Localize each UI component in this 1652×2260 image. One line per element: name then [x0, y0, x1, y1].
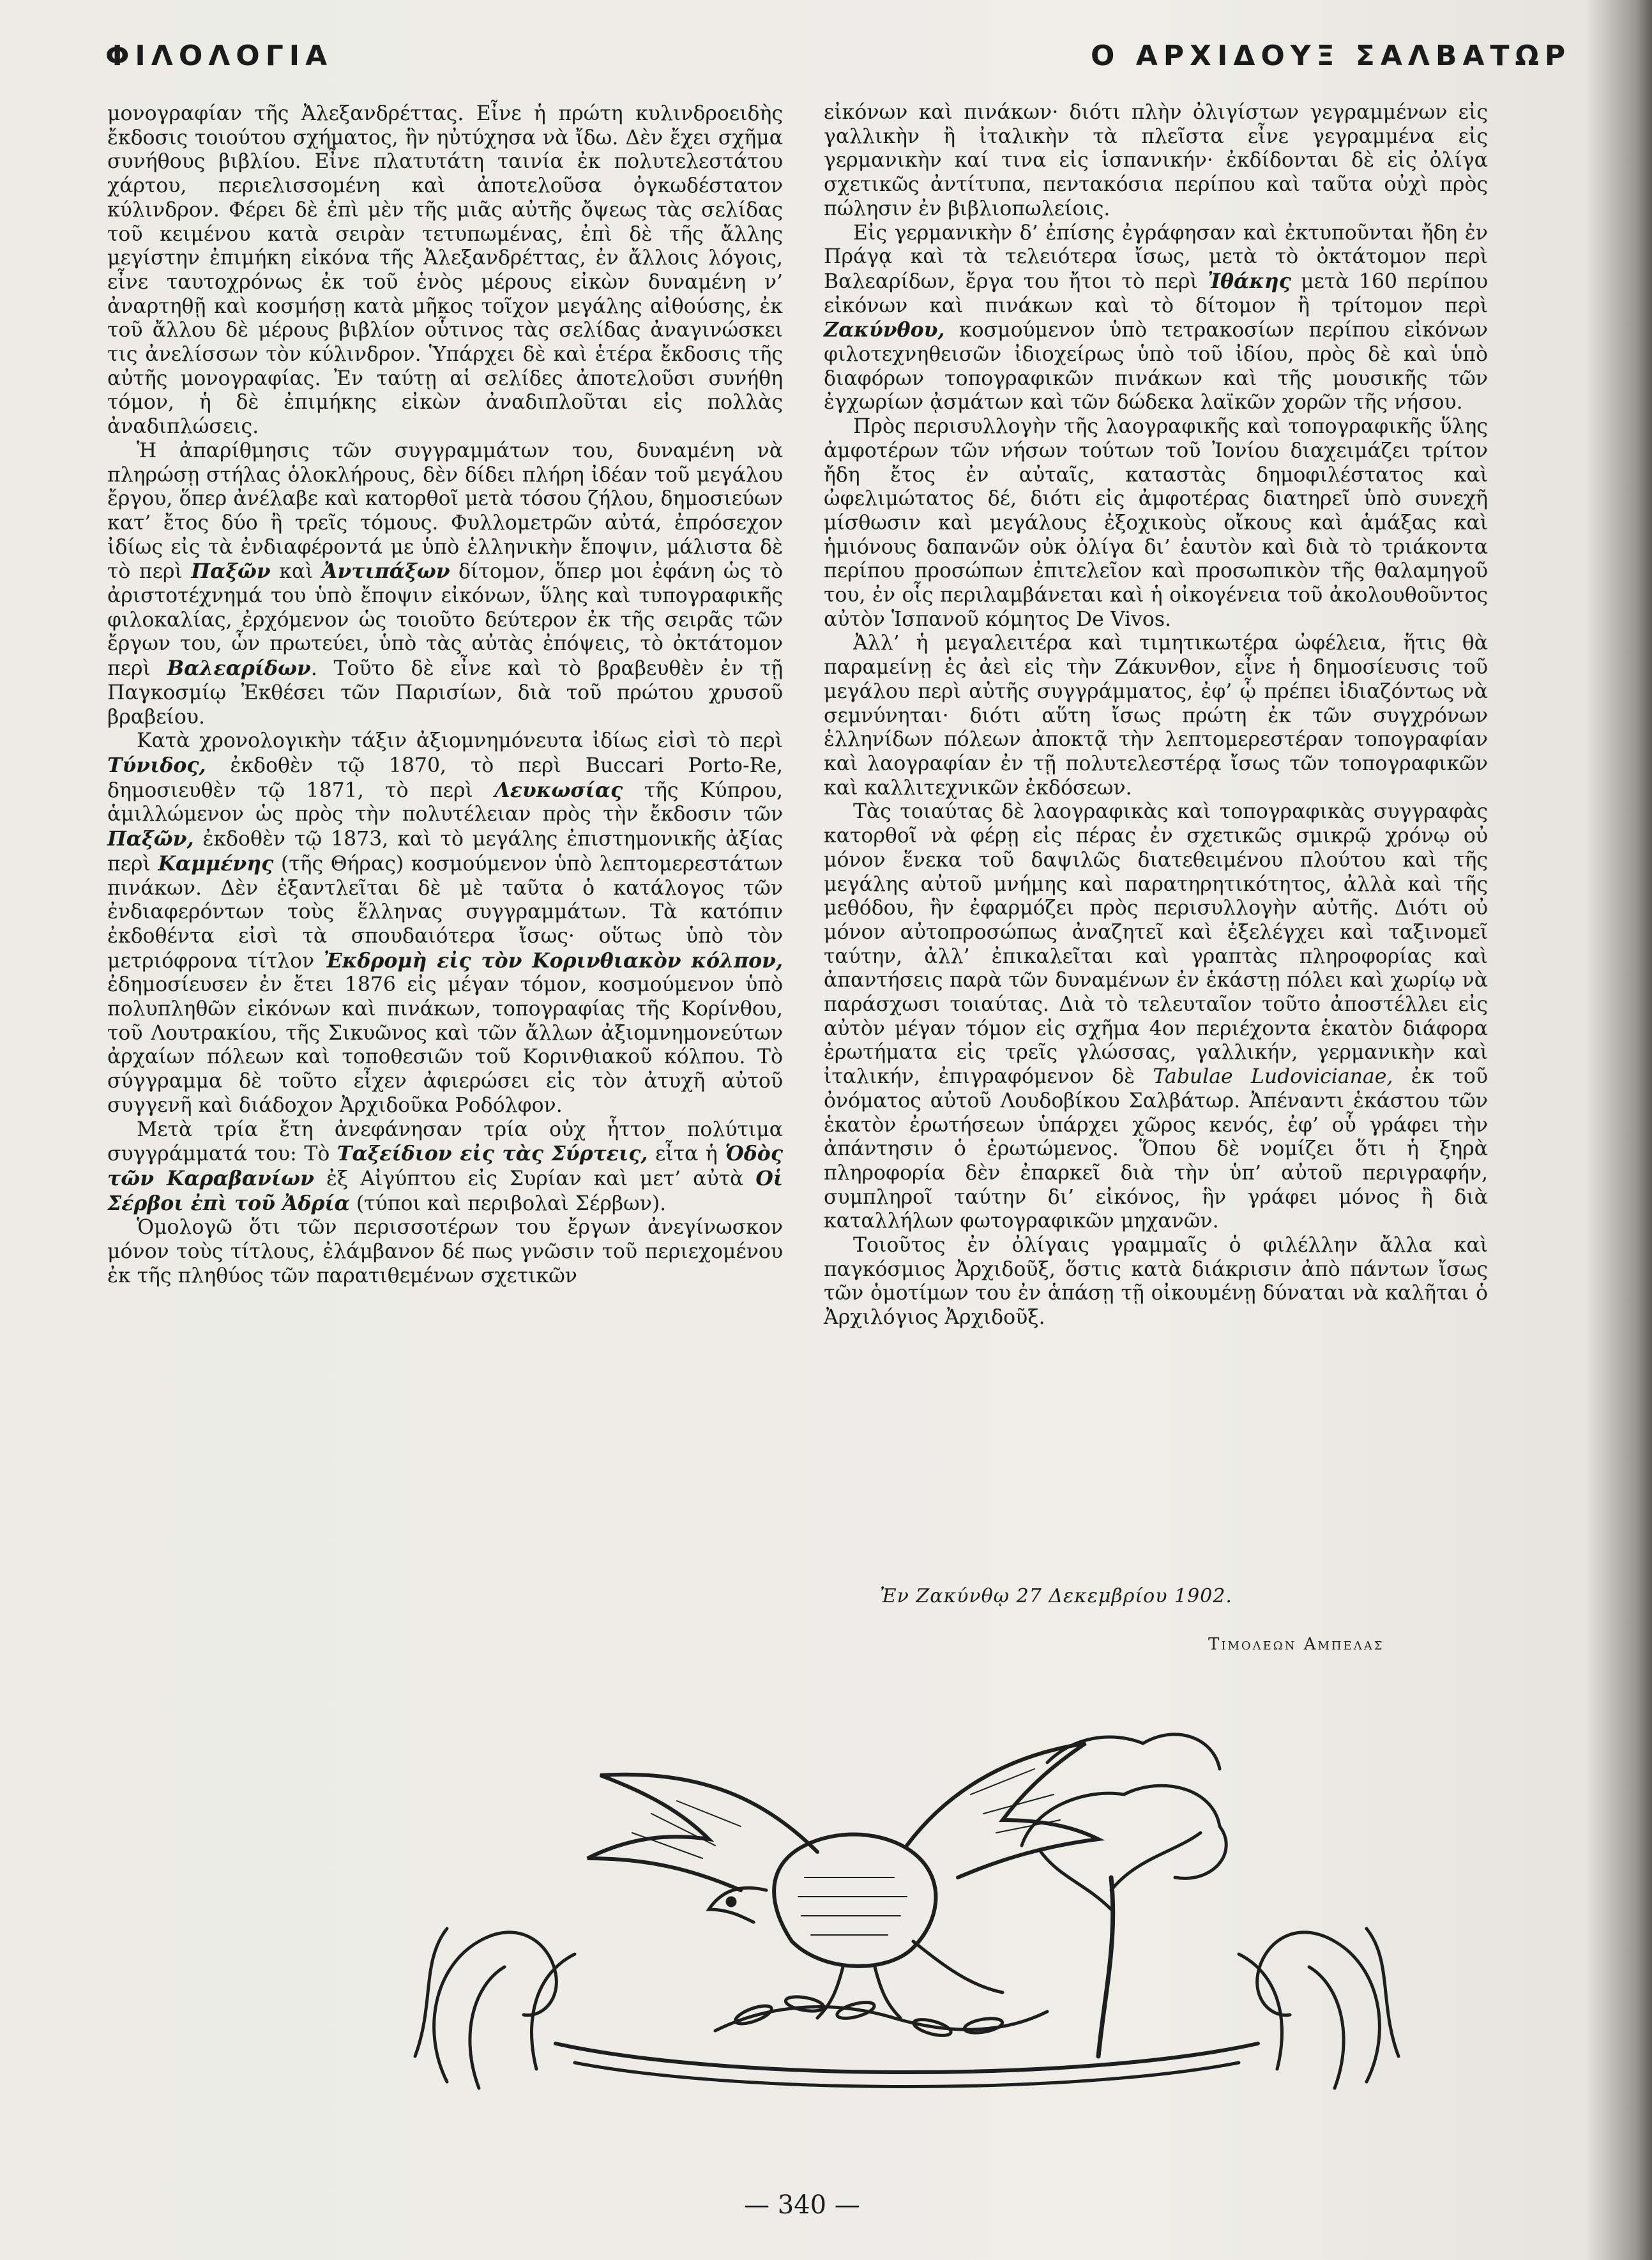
author-signature: Τιμολεων Αμπελας: [1208, 1635, 1384, 1654]
title-zakynthou: Ζακύνθου,: [824, 318, 945, 342]
title-taxeidion: Ταξείδιον εἰς τὰς Σύρτεις,: [337, 1142, 648, 1166]
paragraph: Κατὰ χρονολογικὴν τάξιν ἀξιομνημόνευτα ἰδίως εἰσὶ τὸ περὶ Τύνιδος, ἐκδοθὲν τῷ 1870, τὸ περὶ Buccari Porto-Re, δημοσιευθὲν τῷ 1871, τὸ περὶ Λευκωσίας τῆς Κύπρου, ἁμιλλώμενον ὡς πρὸς τὴν πολυτέλειαν πρὸς τὴν ἔκδοσιν τῶν Παξῶν, ἐκδοθὲν τῷ 1873, καὶ τὸ μεγάλης ἐπιστημονικῆς ἀξίας περὶ Καμμένης (τῆς Θήρας) κοσμούμενον ὑπὸ λεπτομερεστάτων πινάκων. Δὲν ἐξαντλεῖται δὲ μὲ ταῦτα ὁ κατάλογος τῶν ἐνδιαφερόντων τοὺς ἕλληνας συγγραμμάτων. Τὰ κατόπιν ἐκδοθέντα εἰσὶ τὰ σπουδαιότερα ἴσως· οὕτως ὑπὸ τὸν μετριόφρονα τίτλον Ἐκδρομὴ εἰς τὸν Κορινθιακὸν κόλπον, ἐδημοσίευσεν ἐν ἔτει 1876 εἰς μέγαν τόμον, κοσμούμενον ὑπὸ πολυπληθῶν εἰκόνων καὶ πινάκων, τοπογραφίας τῆς Κορίνθου, τοῦ Λουτρακίου, τῆς Σικυῶνος καὶ τῶν ἄλλων ἀξιομνημονεύτων ἀρχαίων πόλεων καὶ τοποθεσιῶν τοῦ Κορινθιακοῦ κόλπου. Τὸ σύγγραμμα δὲ τοῦτο εἶχεν ἀφιερώσει εἰς τὸν ἀτυχῆ αὐτοῦ συγγενῆ καὶ διάδοχον Ἀρχιδοῦκα Ροδόλφον.: [107, 729, 784, 1117]
page-number: — 340 —: [744, 2190, 860, 2220]
dateline: Ἐν Ζακύνθῳ 27 Δεκεμβρίου 1902.: [880, 1585, 1232, 1607]
title-ekdromi: Ἐκδρομὴ εἰς τὸν Κορινθιακὸν κόλπον,: [323, 948, 783, 973]
paragraph: μονογραφίαν τῆς Ἀλεξανδρέττας. Εἶνε ἡ πρώτη κυλινδροειδὴς ἔκδοσις τοιούτου σχήματος, ἣν ηὐτύχησα νὰ ἴδω. Δὲν ἔχει σχῆμα συνήθους βιβλίου. Εἶνε πλατυτάτη ταινία ἐκ πολυτελεστάτου χάρτου, περιελισσομένη καὶ ἀποτελοῦσα ὀγκωδέστατον κύλινδρον. Φέρει δὲ ἐπὶ μὲν τῆς μιᾶς αὐτῆς ὄψεως τὰς σελίδας τοῦ κειμένου κατὰ σειρὰν τετυπωμένας, ἐπὶ δὲ τῆς ἄλλης μεγίστην ἐπιμήκη εἰκόνα τῆς Ἀλεξανδρέττας, ἐν ἄλλοις λόγοις, εἶνε ταυτοχρόνως ἐκ τοῦ ἑνὸς μέρους εἰκὼν δυναμένη ν’ ἀναρτηθῇ καὶ κοσμήσῃ κατὰ μῆκος τοῖχον μεγάλης αἰθούσης, ἐκ τοῦ ἄλλου δὲ μέρους βιβλίον οὗτινος τὰς σελίδας ἀναγινώσκει τις ἀνελίσσων τὸν κύλινδρον. Ὑπάρχει δὲ καὶ ἑτέρα ἔκδοσις τῆς αὐτῆς μονογραφίας. Ἐν ταύτῃ αἱ σελίδες ἀποτελοῦσι συνήθη τόμον, ἡ δὲ ἐπιμήκης εἰκὼν ἀναδιπλοῦται εἰς πολλὰς ἀναδιπλώσεις.: [107, 102, 783, 439]
right-column: [824, 101, 1488, 1330]
title-valearidon: Βαλεαρίδων: [167, 656, 311, 681]
title-paxon-2: Παξῶν,: [107, 827, 194, 851]
paragraph: εἰκόνων καὶ πινάκων· διότι πλὴν ὀλιγίστων γεγραμμένων εἰς γαλλικὴν ἢ ἰταλικὴν τὰ πλεῖστα εἶνε γεγραμμένα εἰς γερμανικὴν καί τινα εἰς ἱσπανικήν· ἐκδίδονται δὲ εἰς ὀλίγα σχετικῶς ἀντίτυπα, πεντακόσια περίπου καὶ ταῦτα οὐχὶ πρὸς πώλησιν ἐν βιβλιοπωλείοις.: [824, 101, 1488, 220]
running-header-section: ΦΙΛΟΛΟΓΙΑ: [105, 40, 333, 72]
paragraph: Πρὸς περισυλλογὴν τῆς λαογραφικῆς καὶ τοπογραφικῆς ὕλης ἀμφοτέρων τῶν νήσων τούτων τοῦ Ἰονίου διαχειμάζει τρίτον ἤδη ἔτος ἐν αὐταῖς, καταστὰς δημοφιλέστατος καὶ ὠφελιμώτατος δέ, διότι εἰς ἀμφοτέρας διατηρεῖ ὑπὸ συνεχῆ μίσθωσιν καὶ μεγάλους ἐξοχικοὺς οἴκους καὶ ἁμάξας καὶ ἡμιόνους δαπανῶν οὐκ ὀλίγα δι’ ἑαυτὸν καὶ διὰ τὸ τριάκοντα περίπου προσώπων ἐπιτελεῖον καὶ προσωπικὸν τῆς θαλαμηγοῦ του, ἐν οἷς περιλαμβάνεται καὶ ἡ οἰκογένεια τοῦ ἀκολουθοῦντος αὐτὸν Ἱσπανοῦ κόμητος De Vivos.: [824, 415, 1488, 631]
left-column: [107, 102, 783, 1288]
title-tabulae: Tabulae Ludovicianae,: [1153, 1065, 1393, 1089]
paragraph: Τὰς τοιαύτας δὲ λαογραφικὰς καὶ τοπογραφικὰς συγγραφὰς κατορθοῖ νὰ φέρῃ εἰς πέρας ἐν σχετικῶς σμικρῷ χρόνῳ οὐ μόνον ἕνεκα τοῦ δαψιλῶς διατεθειμένου πλούτου καὶ τῆς μεγάλης αὐτοῦ μνήμης καὶ παρατηρητικότητος, ἀλλὰ καὶ τῆς μεθόδου, ἣν ἐφαρμόζει πρὸς περισυλλογὴν αὐτῆς. Διότι οὐ μόνον αὐτοπροσώπως ἀναζητεῖ καὶ ἐξελέγχει καὶ ταξινομεῖ ταύτην, ἀλλ’ ἐπικαλεῖται καὶ γραπτὰς πληροφορίας καὶ ἀπαντήσεις παρὰ τῶν δυναμένων ἐν ἑκάστῃ πόλει καὶ χωρίῳ νὰ παράσχωσι τοιαύτας. Διὰ τὸ τελευταῖον τοῦτο ἀποστέλλει εἰς αὐτὸν μέγαν τόμον εἰς σχῆμα 4ον περιέχοντα ἑκατὸν διάφορα ἐρωτήματα εἰς τρεῖς γλώσσας, γαλλικήν, γερμανικὴν καὶ ἰταλικήν, ἐπιγραφόμενον δὲ Tabulae Ludovicianae, ἐκ τοῦ ὀνόματος αὐτοῦ Λουδοβίκου Σαλβάτωρ. Ἀπέναντι ἑκάστου τῶν ἑκατὸν ἐρωτήσεων ὑπάρχει χῶρος κενός, ἐφ’ οὗ γράφει τὴν ἀπάντησιν ὁ ἐρωτώμενος. Ὅπου δὲ νομίζει ὅτι ἡ ξηρὰ πληροφορία δὲν ἐπαρκεῖ διὰ τὴν ὑπ’ αὐτοῦ περιγραφήν, συμπληροῖ ταύτην δι’ εἰκόνος, ἣν γράφει μόνος ἢ διὰ καταλλήλων φωτογραφικῶν μηχανῶν.: [824, 800, 1488, 1233]
paragraph: Εἰς γερμανικὴν δ’ ἐπίσης ἐγράφησαν καὶ ἐκτυποῦνται ἤδη ἐν Πράγᾳ καὶ τὰ τελειότερα ἴσως, μετὰ τὸ ὀκτάτομον περὶ Βαλεαρίδων, ἔργα του ἤτοι τὸ περὶ Ἰθάκης μετὰ 160 περίπου εἰκόνων καὶ πινάκων καὶ τὸ δίτομον ἢ τρίτομον περὶ Ζακύνθου, κοσμούμενον ὑπὸ τετρακοσίων περίπου εἰκόνων φιλοτεχνηθεισῶν ἰδιοχείρως ὑπὸ τοῦ ἰδίου, πρὸς δὲ καὶ ὑπὸ διαφόρων τοπογραφικῶν πινάκων καὶ τῆς μουσικῆς τῶν ἐγχωρίων ᾀσμάτων καὶ τῶν δώδεκα λαϊκῶν χορῶν τῆς νήσου.: [824, 221, 1488, 414]
title-lefkosias: Λευκωσίας: [494, 778, 623, 802]
paragraph: Μετὰ τρία ἔτη ἀνεφάνησαν τρία οὐχ ἧττον πολύτιμα συγγράμματά του: Τὸ Ταξείδιον εἰς τὰς Σύρτεις, εἶτα ἡ Ὁδὸς τῶν Καραβανίων ἐξ Αἰγύπτου εἰς Συρίαν καὶ μετ’ αὐτὰ Οἱ Σέρβοι ἐπὶ τοῦ Ἀδρία (τύποι καὶ περιβολαὶ Σέρβων).: [107, 1118, 783, 1215]
eagle-ornament-icon: [409, 1699, 1405, 2095]
title-antipaxon: Ἀντιπάξων: [322, 559, 450, 584]
paragraph: Ἡ ἀπαρίθμησις τῶν συγγραμμάτων του, δυναμένη νὰ πληρώσῃ στήλας ὁλοκλήρους, δὲν δίδει πλήρη ἰδέαν τοῦ μεγάλου ἔργου, ὅπερ ἀνέλαβε καὶ κατορθοῖ μετὰ τόσου ζήλου, δημοσιεύων κατ’ ἔτος δύο ἢ τρεῖς τόμους. Φυλλομετρῶν αὐτά, ἐπρόσεχον ἰδίως εἰς τὰ ἐνδιαφέροντά με ὑπὸ ἑλληνικὴν ἔποψιν, μάλιστα δὲ τὸ περὶ Παξῶν καὶ Ἀντιπάξων δίτομον, ὅπερ μοι ἐφάνη ὡς τὸ ἀριστοτέχνημά του ὑπὸ ἔποψιν εἰκόνων, ὕλης καὶ τυπογραφικῆς φιλοκαλίας, ἐρχόμενον ὡς τοιοῦτο δεύτερον ἐκ τῆς σειρᾶς τῶν ἔργων του, ὧν πρωτεύει, ὑπὸ τὰς αὐτὰς ἐπόψεις, τὸ ὀκτάτομον περὶ Βαλεαρίδων. Τοῦτο δὲ εἶνε καὶ τὸ βραβευθὲν ἐν τῇ Παγκοσμίῳ Ἐκθέσει τῶν Παρισίων, διὰ τοῦ πρώτου χρυσοῦ βραβείου.: [107, 439, 784, 729]
paragraph: Ὁμολογῶ ὅτι τῶν περισσοτέρων του ἔργων ἀνεγίνωσκον μόνον τοὺς τίτλους, ἐλάμβανον δέ πως γνῶσιν τοῦ περιεχομένου ἐκ τῆς πληθύος τῶν παρατιθεμένων σχετικῶν: [107, 1216, 783, 1287]
title-serboi: Οἱ Σέρβοι ἐπὶ τοῦ Ἀδρία: [107, 1166, 783, 1215]
title-kammenis: Καμμένης: [158, 851, 274, 876]
running-header-title: Ο ΑΡΧΙΔΟΥΞ ΣΑΛΒΑΤΩΡ: [1091, 40, 1572, 72]
title-paxon: Παξῶν: [191, 559, 271, 584]
paragraph: Ἀλλ’ ἡ μεγαλειτέρα καὶ τιμητικωτέρα ὠφέλεια, ἥτις θὰ παραμείνῃ ἐς ἀεὶ εἰς τὴν Ζάκυνθον, εἶνε ἡ δημοσίευσις τοῦ μεγάλου περὶ αὐτῆς συγγράμματος, ἐφ’ ᾧ πρέπει ἰδιαζόντως νὰ σεμνύνηται· διότι αὕτη ἴσως πρώτη ἐκ τῶν συγχρόνων ἑλληνίδων πόλεων ἀποκτᾷ τὴν λεπτομερεστέραν τοπογραφίαν καὶ λαογραφίαν ἐν τῇ πολυτελεστέρᾳ ἴσως τῶν τοπογραφικῶν καὶ καλλιτεχνικῶν ἐκδόσεων.: [824, 632, 1488, 800]
title-ithakis: Ἰθάκης: [1208, 269, 1291, 293]
paragraph: Τοιοῦτος ἐν ὀλίγαις γραμμαῖς ὁ φιλέλλην ἄλλα καὶ παγκόσμιος Ἀρχιδοῦξ, ὅστις κατὰ διάκρισιν ἀπὸ πάντων ἴσως τῶν ὁμοτίμων του ἐν ἁπάσῃ τῇ οἰκουμένῃ δύναται νὰ καλῆται ὁ Ἀρχιλόγιος Ἀρχιδοῦξ.: [824, 1234, 1488, 1330]
title-tynidos: Τύνιδος,: [107, 753, 206, 777]
title-odos: Ὁδὸς τῶν Καραβανίων: [107, 1142, 783, 1190]
